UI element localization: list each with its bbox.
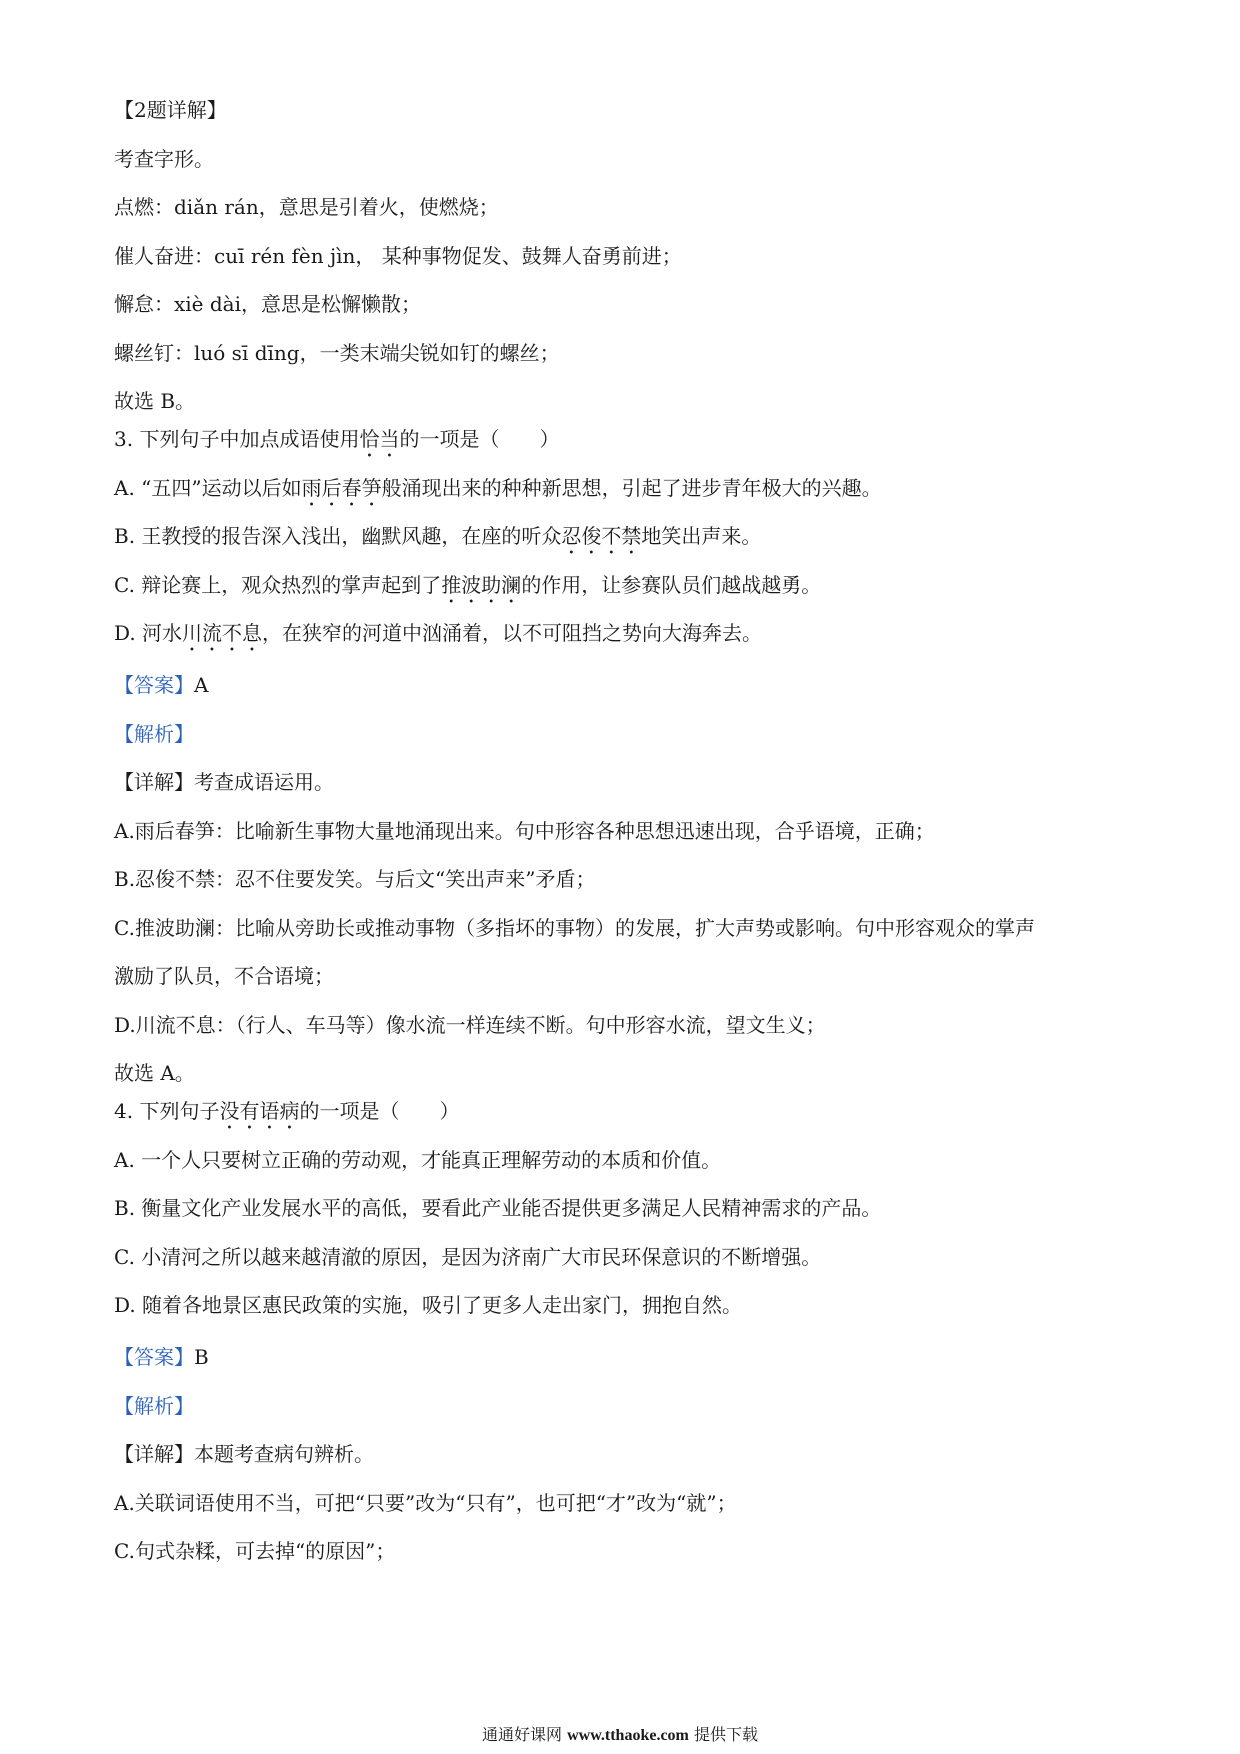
q3-explanation: D.川流不息：（行人、车马等）像水流一样连续不断。句中形容水流，望文生义； [114, 1012, 826, 1037]
q3-answer [114, 671, 1144, 699]
q3-detail: 【详解】考查成语运用。 [114, 770, 334, 794]
document-page [114, 96, 1144, 1586]
q3-option-d: D. 河水川流不息，在狭窄的河道中汹涌着，以不可阻挡之势向大海奔去。 [114, 621, 763, 645]
q3-analysis-label: 【解析】 [114, 721, 194, 746]
q3-option-dotted: 推波助澜 [441, 572, 522, 597]
q4-explanation: A.关联词语使用不当，可把“只要”改为“只有”，也可把“才”改为“就”； [114, 1490, 737, 1515]
q4-answer [114, 1343, 1144, 1371]
footer-right: 提供下载 [693, 1725, 758, 1744]
footer-site-link[interactable]: www.tthaoke.com [567, 1727, 689, 1744]
q2-conclusion: 故选 B。 [114, 389, 196, 413]
q3-option-dotted: 忍俊不禁 [561, 524, 642, 548]
q4-analysis-label: 【解析】 [114, 1393, 194, 1418]
q3-option-dotted: 川流不息 [182, 621, 263, 645]
q3-option-dotted: 雨后春笋 [301, 475, 382, 500]
q3-stem-dotted: 恰当 [359, 427, 400, 451]
q4-option-c: C. 小清河之所以越来越清澈的原因，是因为济南广大市民环保意识的不断增强。 [114, 1244, 822, 1269]
q3-option-c: C. 辩论赛上，观众热烈的掌声起到了推波助澜的作用，让参赛队员们越战越勇。 [114, 572, 822, 597]
detail-label: 【详解】 [114, 770, 194, 794]
q4-stem: 4. 下列句子没有语病的一项是（ ） [114, 1099, 460, 1123]
q2-item: 催人奋进：cuī rén fèn jìn， 某种事物促发、鼓舞人奋勇前进； [114, 243, 682, 268]
q2-item: 螺丝钉：luó sī dīng，一类末端尖锐如钉的螺丝； [114, 340, 560, 365]
q3-option-b: B. 王教授的报告深入浅出，幽默风趣，在座的听众忍俊不禁地笑出声来。 [114, 524, 762, 548]
q4-option-a: A. 一个人只要树立正确的劳动观，才能真正理解劳动的本质和价值。 [114, 1147, 722, 1172]
footer-left: 通通好课网 [482, 1725, 563, 1744]
q2-item: 懈怠：xiè dài，意思是松懈懒散； [114, 292, 421, 316]
answer-value: B [194, 1345, 209, 1369]
q3-explanation: B.忍俊不禁：忍不住要发笑。与后文“笑出声来”矛盾； [114, 867, 596, 891]
q3-explanation: C.推波助澜：比喻从旁助长或推动事物（多指坏的事物）的发展，扩大声势或影响。句中形容观众的掌声 [114, 915, 1035, 940]
page-footer [0, 1722, 1240, 1745]
q4-explanation: C.句式杂糅，可去掉“的原因”； [114, 1539, 396, 1563]
q4-detail: 【详解】本题考查病句辨析。 [114, 1442, 374, 1466]
q4-stem-dotted: 没有语病 [219, 1099, 300, 1123]
answer-value: A [194, 673, 209, 697]
detail-label: 【详解】 [114, 1442, 194, 1466]
q3-stem: 3. 下列句子中加点成语使用恰当的一项是（ ） [114, 427, 560, 451]
answer-label: 【答案】 [114, 1345, 194, 1369]
q4-option-d: D. 随着各地景区惠民政策的实施，吸引了更多人走出家门，拥抱自然。 [114, 1293, 743, 1317]
q2-item: 点燃：diǎn rán，意思是引着火，使燃烧； [114, 195, 499, 219]
q3-explanation: A.雨后春笋：比喻新生事物大量地涌现出来。句中形容各种思想迅速出现，合乎语境，正确； [114, 818, 935, 843]
q4-option-b: B. 衡量文化产业发展水平的高低，要看此产业能否提供更多满足人民精神需求的产品。 [114, 1196, 882, 1220]
q2-detail-heading: 【2题详解】 [114, 98, 227, 122]
q3-explanation: 激励了队员，不合语境； [114, 964, 334, 988]
q3-conclusion: 故选 A。 [114, 1061, 195, 1085]
answer-label: 【答案】 [114, 673, 194, 697]
q3-option-a: A. “五四”运动以后如雨后春笋般涌现出来的种种新思想，引起了进步青年极大的兴趣。 [114, 475, 882, 500]
q2-topic: 考查字形。 [114, 146, 214, 171]
